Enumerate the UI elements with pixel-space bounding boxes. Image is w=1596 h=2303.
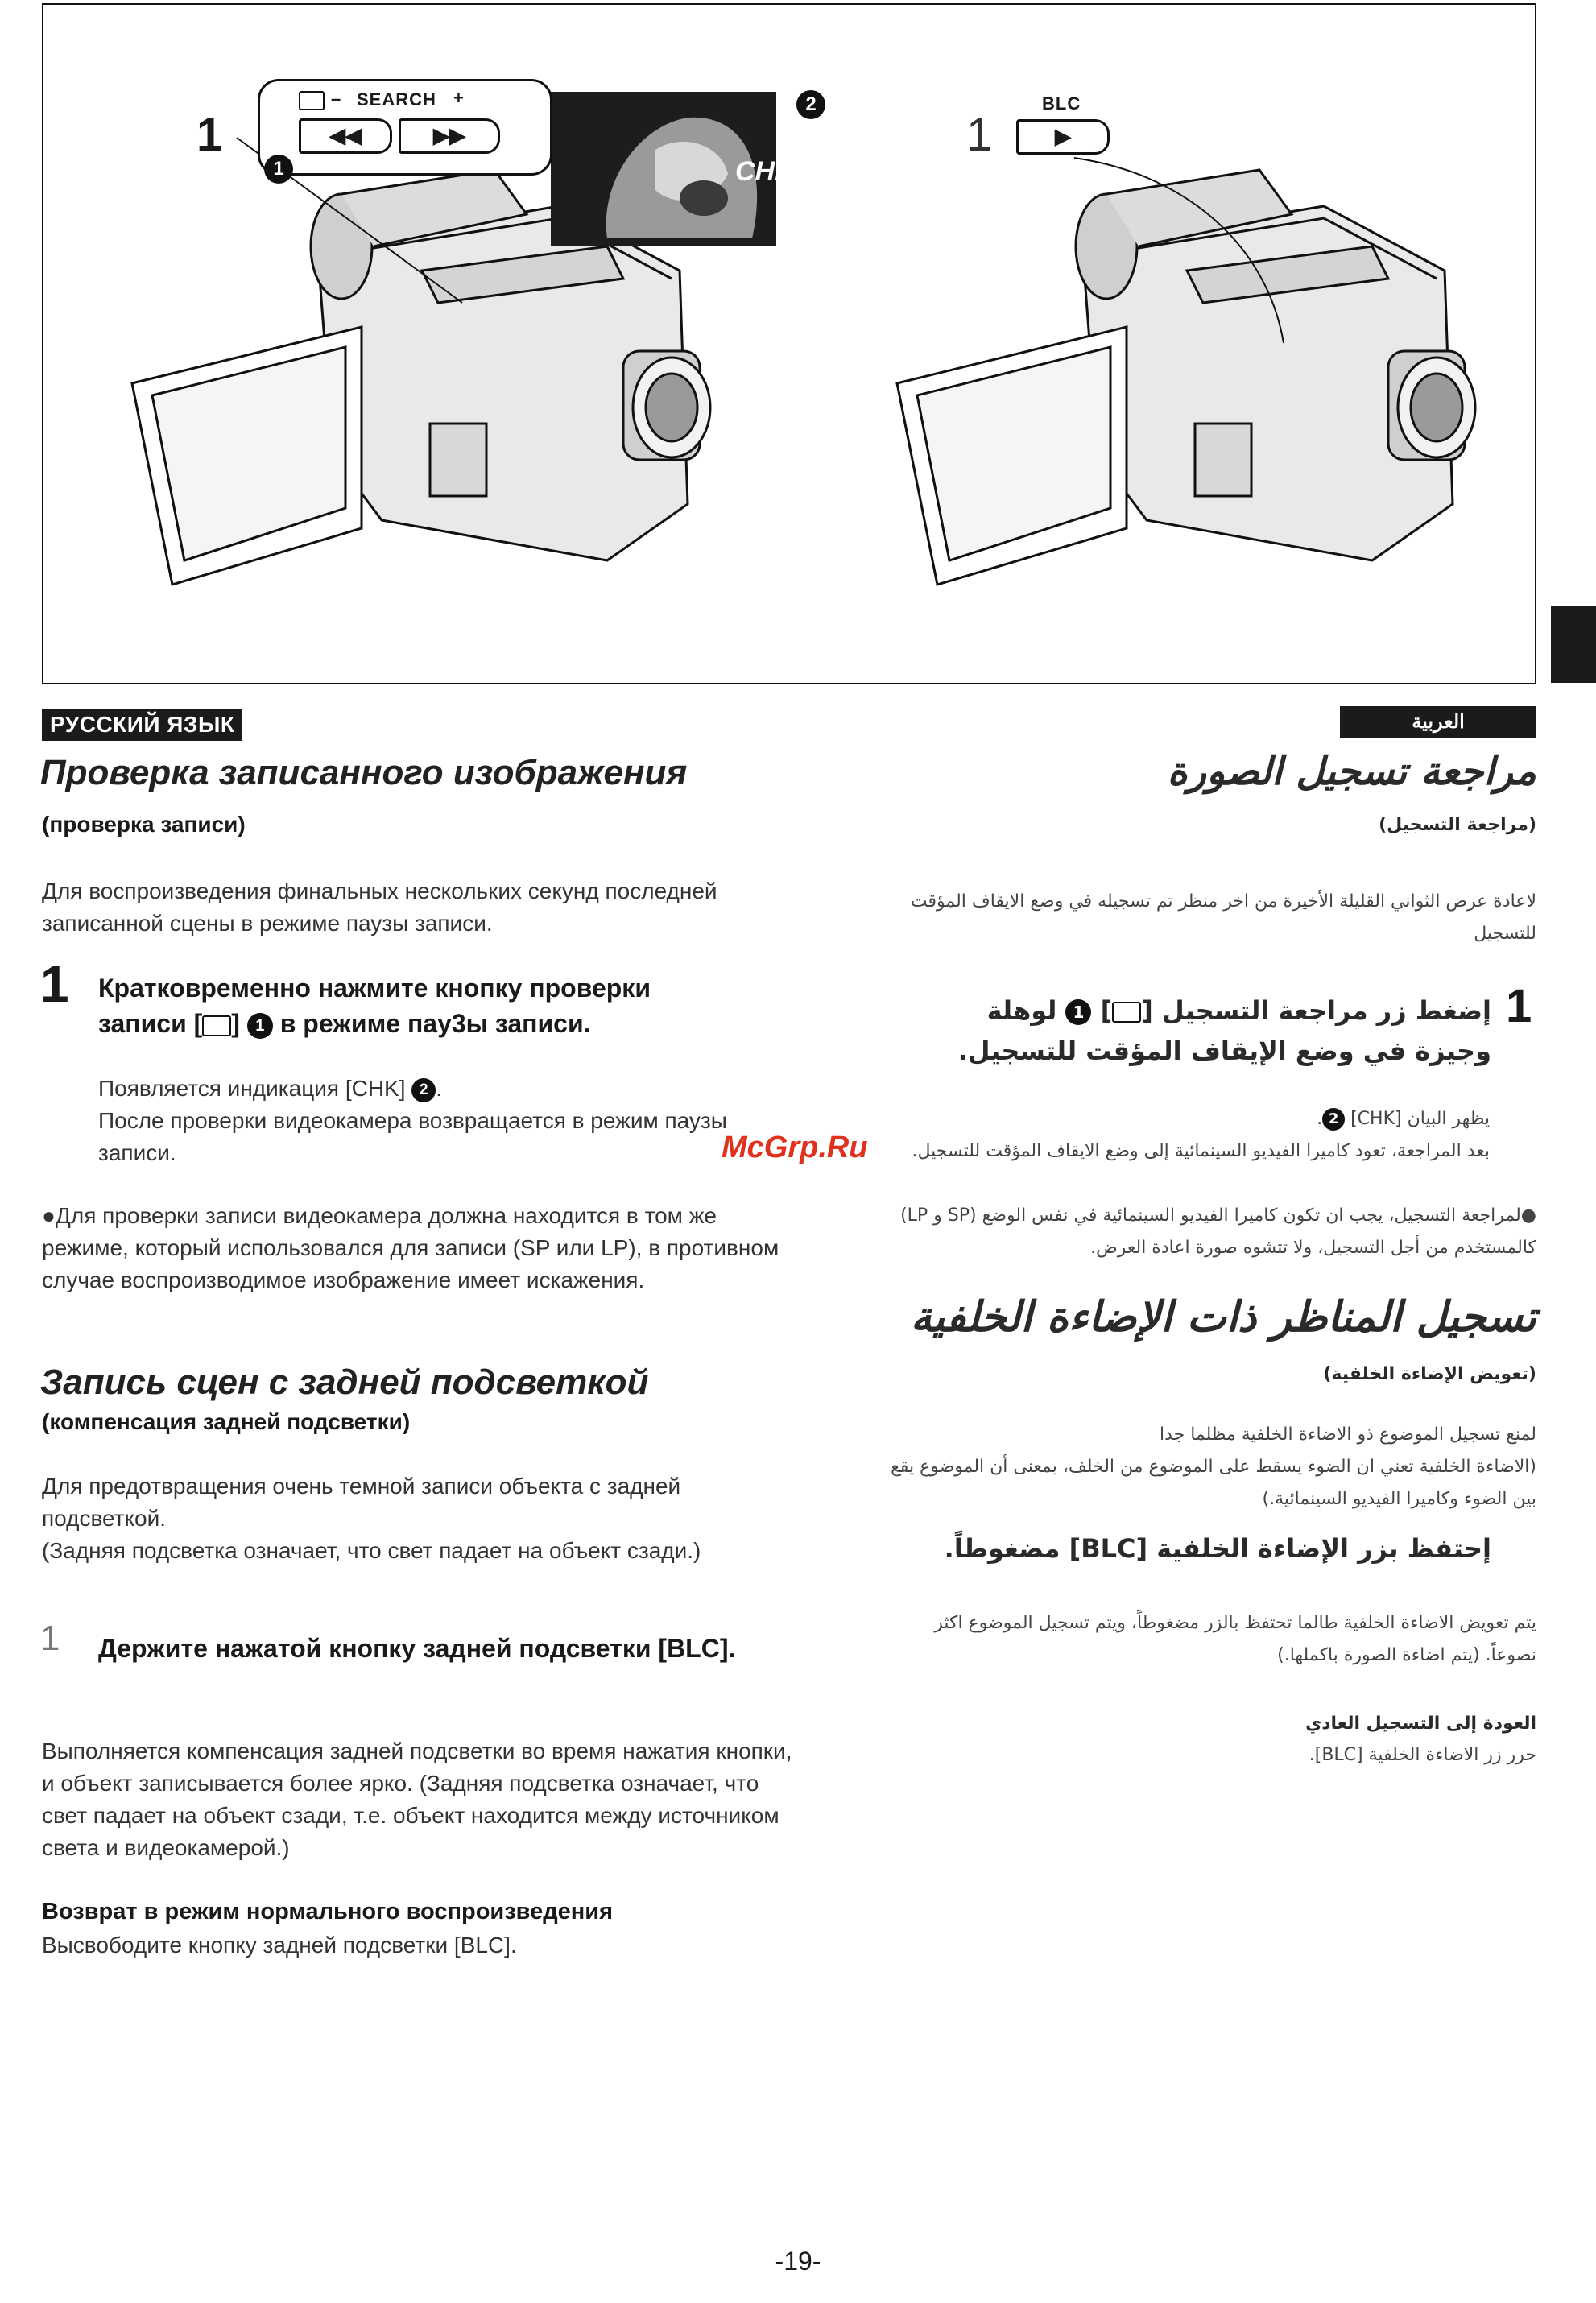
ar-subheading-backlight: (تعويض الإضاءة الخلفية): [1323, 1364, 1536, 1384]
ru-step2-instruction: Держите нажатой кнопку задней подсветки [BLC].: [98, 1634, 736, 1663]
ru-intro-backlight: Для предотвращения очень темной записи объекта с задней подсветкой.: [42, 1474, 681, 1531]
ar-intro-backlight: لمنع تسجيل الموضوع ذو الاضاءة الخلفية مظلما جدا: [1159, 1424, 1536, 1445]
marker-1: 1: [264, 155, 293, 184]
ru-step1-line2: записи [ ] 1 в режиме пау3ы записи.: [98, 1009, 591, 1038]
watermark: McGrp.Ru: [722, 1131, 868, 1164]
ru-subheading-backlight: (компенсация задней подсветки): [42, 1409, 411, 1434]
chk-overlay-label: CHK: [735, 156, 795, 187]
ru-step2-body: Выполняется компенсация задней подсветки во время нажатия кнопки, и объект записывается более ярко. (Задняя подсветка означает, что свет падает на объект сзади, т.е. объект находится между источником света и видеокамерой.): [42, 1739, 792, 1860]
marker-2: 2: [796, 90, 825, 119]
blc-label: BLC: [1042, 93, 1081, 114]
ar-bullet-mode-note: ●لمراجعة التسجيل، يجب ان تكون كاميرا الفيديو السينمائية في نفس الوضع (SP و LP) كالمستخدم من أجل التسجيل، ولا تتشوه صورة اعادة العرض.: [900, 1205, 1536, 1258]
ar-heading-backlight: تسجيل المناظر ذات الإضاءة الخلفية: [910, 1293, 1536, 1342]
ru-intro-backlight-note: (Задняя подсветка означает, что свет падает на объект сзади.): [42, 1538, 701, 1563]
ru-step2-number: 1: [40, 1619, 60, 1658]
marker-2-inline: 2: [411, 1078, 436, 1102]
ru-subheading-record-check: (проверка записи): [42, 812, 246, 837]
ar-subheading-record-check: (مراجعة التسجيل): [1379, 815, 1536, 835]
record-check-icon: [1112, 1002, 1141, 1023]
ru-bullet-mode-note: ●Для проверки записи видеокамера должна находится в том же режиме, который использовался для записи (SP или LP), в противном случае воспроизводимое изображение имеет искажения.: [42, 1203, 779, 1292]
ar-heading-playback-check: مراجعة تسجيل الصورة: [1167, 749, 1536, 794]
search-label: SEARCH: [357, 89, 436, 110]
record-check-icon: [202, 1015, 231, 1036]
ar-step1-note: يظهر البيان [CHK] 2. بعد المراجعة، تعود كاميرا الفيديو السينمائية إلى وضع الايقاف المؤقت للتسجيل.: [912, 1109, 1490, 1161]
ar-step1-line2: وجيزة في وضع الإيقاف المؤقت للتسجيل.: [957, 1036, 1491, 1066]
ru-return-heading: Возврат в режим нормального воспроизведения: [42, 1899, 614, 1925]
russian-language-tag: РУССКИЙ ЯЗЫК: [42, 709, 242, 741]
ar-step2-instruction: إحتفظ بزر الإضاءة الخلفية [BLC] مضغوطاً.: [944, 1533, 1491, 1564]
ru-step1-line1: Кратковременно нажмите кнопку проверки: [98, 974, 651, 1003]
search-plus: +: [453, 88, 465, 108]
ar-step1-number: 1: [1506, 980, 1532, 1032]
fast-forward-button[interactable]: ▶▶: [399, 118, 500, 154]
ru-heading-playback-check: Проверка записанного изображения: [40, 753, 688, 792]
ar-step1-instruction: [870, 990, 1491, 1071]
ru-return-body: Высвободите кнопку задней подсветки [BLC].: [42, 1933, 517, 1958]
illustration-panel: [42, 3, 1536, 684]
rewind-button[interactable]: ◀◀: [299, 118, 392, 154]
marker-1-inline: 1: [1065, 999, 1091, 1025]
ru-step1-note: Появляется индикация [CHK] 2 . После проверки видеокамера возвращается в режим паузы записи.: [98, 1076, 727, 1165]
ar-step1-line1: إضغط زر مراجعة التسجيل [] 1 لوهلة: [986, 995, 1491, 1026]
arabic-language-tag: العربية: [1340, 706, 1536, 738]
right-step-number: 1: [966, 109, 993, 161]
ar-intro-backlight-note: (الاضاءة الخلفية تعني ان الضوء يسقط على الموضوع من الخلف، بمعنى أن الموضوع يقع بين الضوء وكاميرا الفيديو السينمائية.): [891, 1457, 1536, 1509]
record-check-icon: [299, 91, 325, 110]
ar-return-body: حرر زر الاضاءة الخلفية [BLC].: [1309, 1745, 1536, 1765]
ru-step1-number: 1: [40, 955, 69, 1013]
ar-intro-record-check: لاعادة عرض الثواني القليلة الأخيرة من اخر منظر تم تسجيله في وضع الايقاف المؤقت للتسجيل: [910, 891, 1536, 944]
marker-1-inline: 1: [247, 1013, 273, 1039]
ar-return-heading: العودة إلى التسجيل العادي: [1305, 1714, 1536, 1734]
right-camcorder-drawing: [897, 158, 1475, 585]
left-step-number: 1: [196, 109, 223, 161]
page-number: -19-: [775, 2247, 821, 2276]
search-button-group: [258, 79, 552, 176]
ar-step2-body: يتم تعويض الاضاءة الخلفية طالما تحتفظ بالزر مضغوطاً، ويتم تسجيل الموضوع اكثر نصوعاً. (يتم اضاءة الصورة باكملها.): [934, 1613, 1536, 1665]
marker-2-inline: 2: [1322, 1108, 1345, 1131]
blc-button[interactable]: ▶: [1016, 119, 1110, 155]
ru-heading-backlight: Запись сцен с задней подсветкой: [40, 1362, 649, 1402]
ru-intro-record-check: Для воспроизведения финальных нескольких секунд последней записанной сцены в режиме паузы записи.: [42, 879, 717, 936]
section-edge-tab: [1551, 606, 1596, 683]
ru-step1-instruction: [98, 970, 791, 1041]
search-minus: –: [331, 89, 342, 109]
